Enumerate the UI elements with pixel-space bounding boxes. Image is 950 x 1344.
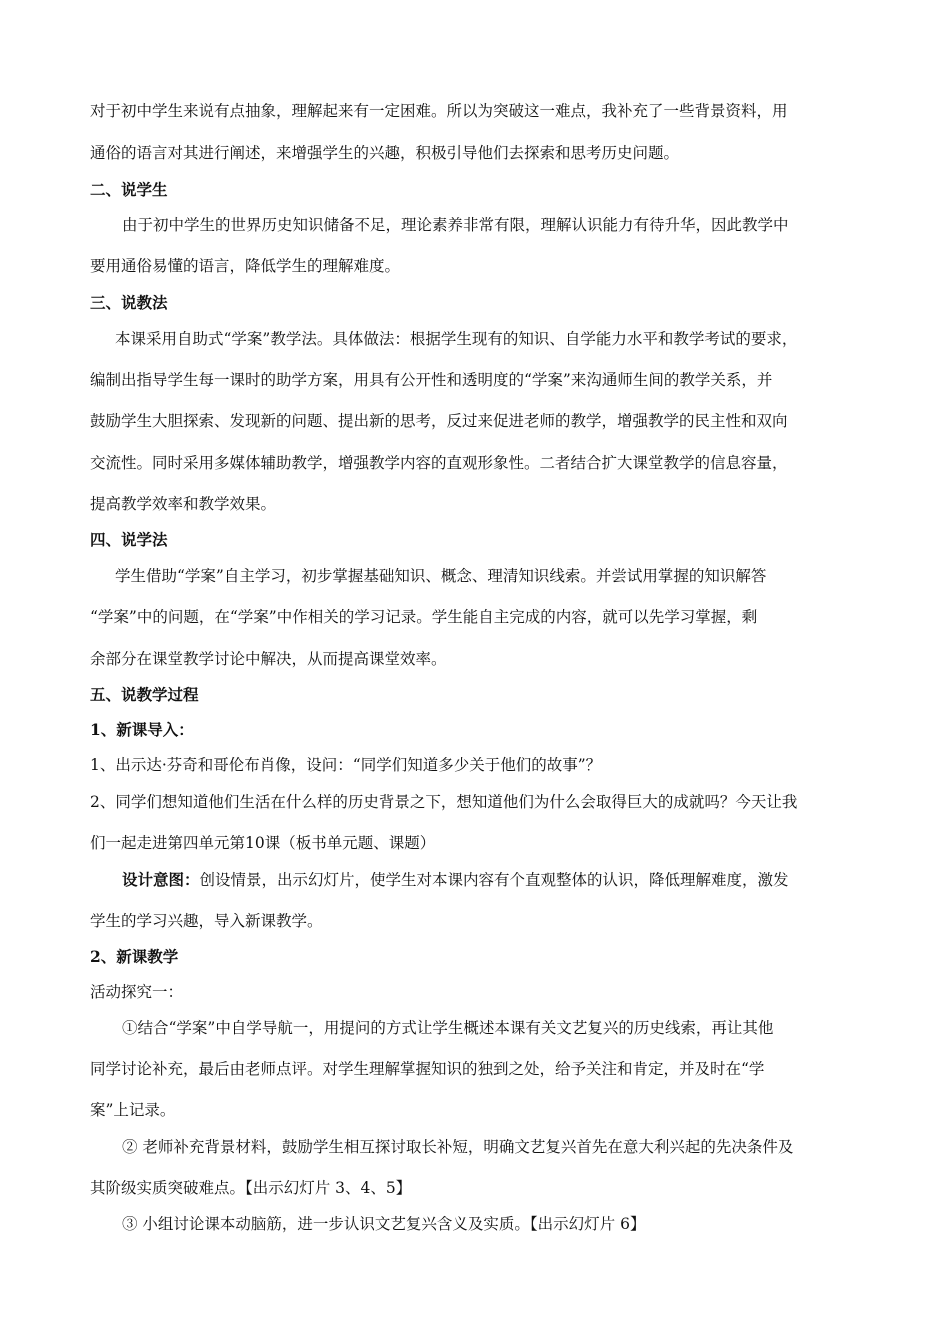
paragraph-line: 案”上记录。: [90, 1101, 176, 1119]
section-heading: 三、说教法: [90, 293, 168, 312]
paragraph-line: 们一起走进第四单元第10课（板书单元题、课题）: [90, 834, 436, 852]
paragraph-line: 其阶级实质突破难点。【出示幻灯片 3、4、5】: [90, 1179, 412, 1197]
paragraph-line: 通俗的语言对其进行阐述，来增强学生的兴趣，积极引导他们去探索和思考历史问题。: [90, 144, 680, 162]
paragraph-line: 学生借助“学案”自主学习，初步掌握基础知识、概念、理清知识线索。并尝试用掌握的知识解答: [115, 567, 767, 585]
paragraph-line: 本课采用自助式“学案”教学法。具体做法：根据学生现有的知识、自学能力水平和教学考试的要求，: [115, 330, 798, 348]
design-intent-text: 创设情景，出示幻灯片，使学生对本课内容有个直观整体的认识，降低理解难度，激发: [199, 871, 789, 889]
paragraph-line: 编制出指导学生每一课时的助学方案，用具有公开性和透明度的“学案”来沟通师生间的教学关系，并: [90, 371, 773, 389]
paragraph-line: ② 老师补充背景材料，鼓励学生相互探讨取长补短，明确文艺复兴首先在意大利兴起的先决条件及: [122, 1138, 794, 1156]
section-heading: 五、说教学过程: [90, 685, 199, 704]
subsection-heading: 2、新课教学: [90, 947, 179, 966]
subsection-heading: 1、新课导入：: [90, 720, 194, 739]
paragraph-line: 对于初中学生来说有点抽象，理解起来有一定困难。所以为突破这一难点，我补充了一些背景资料，用: [90, 102, 788, 120]
paragraph-line: ①结合“学案”中自学导航一，用提问的方式让学生概述本课有关文艺复兴的历史线索，再让其他: [122, 1019, 774, 1037]
section-heading: 二、说学生: [90, 180, 168, 199]
paragraph-line: 学生的学习兴趣，导入新课教学。: [90, 912, 323, 930]
paragraph-line: 2、同学们想知道他们生活在什么样的历史背景之下，想知道他们为什么会取得巨大的成就吗？今天让我: [90, 793, 798, 811]
activity-label: 活动探究一：: [90, 983, 184, 1001]
paragraph-line: “学案”中的问题，在“学案”中作相关的学习记录。学生能自主完成的内容，就可以先学习掌握，剩: [90, 608, 758, 626]
paragraph-line: ③ 小组讨论课本动脑筋，进一步认识文艺复兴含义及实质。【出示幻灯片 6】: [122, 1215, 646, 1233]
paragraph-line: 交流性。同时采用多媒体辅助教学，增强教学内容的直观形象性。二者结合扩大课堂教学的信息容量，: [90, 454, 788, 472]
design-intent-label: 设计意图：: [122, 870, 200, 889]
paragraph-line: 1、出示达·芬奇和哥伦布肖像，设问：“同学们知道多少关于他们的故事”？: [90, 756, 602, 774]
paragraph-line: 由于初中学生的世界历史知识储备不足，理论素养非常有限，理解认识能力有待升华，因此教学中: [122, 216, 789, 234]
design-intent-line: [122, 870, 789, 890]
paragraph-line: 余部分在课堂教学讨论中解决，从而提高课堂效率。: [90, 650, 447, 668]
paragraph-line: 鼓励学生大胆探索、发现新的问题、提出新的思考，反过来促进老师的教学，增强教学的民主性和双向: [90, 412, 788, 430]
paragraph-line: 同学讨论补充，最后由老师点评。对学生理解掌握知识的独到之处，给予关注和肯定，并及时在“学: [90, 1060, 765, 1078]
section-heading: 四、说学法: [90, 530, 168, 549]
paragraph-line: 要用通俗易懂的语言，降低学生的理解难度。: [90, 257, 401, 275]
paragraph-line: 提高教学效率和教学效果。: [90, 495, 277, 513]
